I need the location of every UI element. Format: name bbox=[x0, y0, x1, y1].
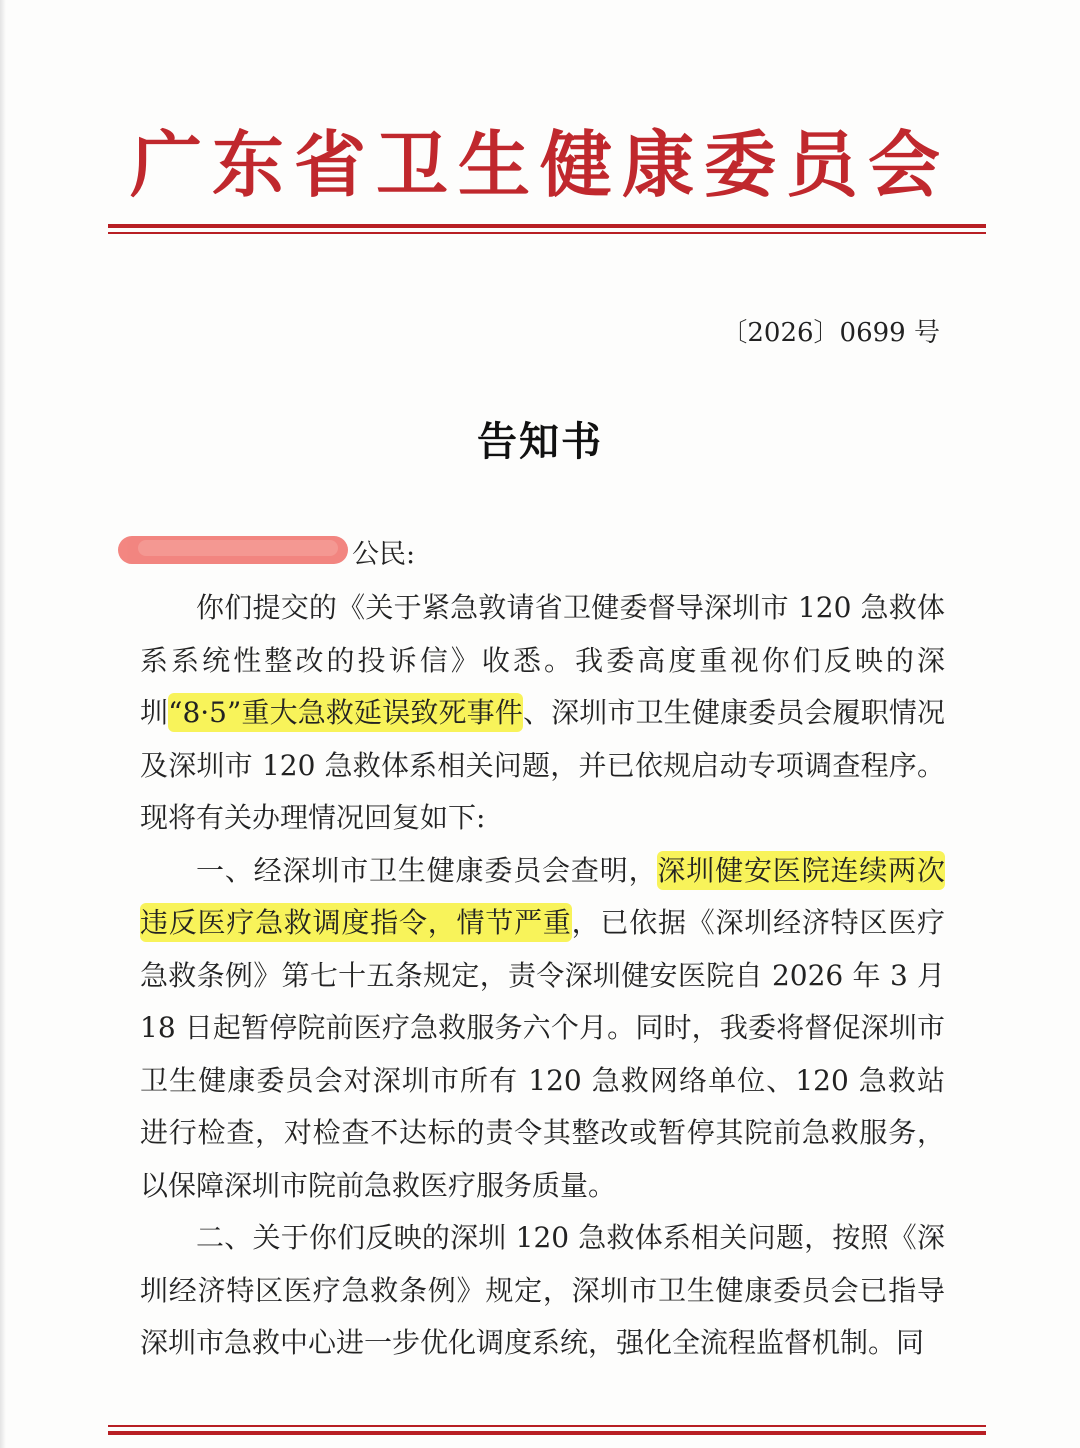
letterhead-red-rule-thick bbox=[108, 224, 986, 228]
highlighted-text: “8·5”重大急救延误致死事件 bbox=[168, 693, 523, 732]
document-title: 告知书 bbox=[477, 418, 603, 465]
letter-body bbox=[140, 582, 945, 1370]
letterhead-org-name: 广东省卫生健康委员会 bbox=[129, 122, 950, 207]
paragraph-item-two bbox=[140, 1212, 945, 1370]
body-text-segment: ，已依据《深圳经济特区医疗急救条例》第七十五条规定，责令深圳健安医院自 2026 年 3 月 18 日起暂停院前医疗急救服务六个月。同时，我委将督促深圳市卫生健康委员会对深圳市所有 120 急救网络单位、120 急救站进行检查，对检查不达标的责令其整改或暂停其院前急救服务，以保障深圳市院前急救医疗服务质量。 bbox=[140, 906, 945, 1202]
footer-red-rule-thick bbox=[108, 1431, 986, 1435]
body-text-segment: 二、关于你们反映的深圳 120 急救体系相关问题，按照《深圳经济特区医疗急救条例》规定，深圳市卫生健康委员会已指导深圳市急救中心进一步优化调度系统，强化全流程监督机制。同 bbox=[140, 1221, 945, 1359]
page-edge-shadow bbox=[0, 0, 6, 1448]
body-text-segment: 、深圳市卫生健康委员会履职情况及深圳市 120 急救体系相关问题，并已依规启动专项调查程序。现将有关办理情况回复如下: bbox=[140, 696, 945, 834]
document-number: 〔2026〕0699 号 bbox=[721, 318, 940, 348]
letterhead-red-rule-thin bbox=[108, 232, 986, 234]
footer-red-rule-thin bbox=[108, 1425, 986, 1427]
highlighted-text: 深圳健安医院连续两次违反医疗急救调度指令，情节严重 bbox=[140, 851, 945, 943]
body-text-segment: 你们提交的《关于紧急敦请省卫健委督导深圳市 120 急救体系系统性整改的投诉信》收悉。我委高度重视你们反映的深圳 bbox=[140, 591, 945, 729]
redacted-recipient-name bbox=[118, 536, 348, 564]
paragraph-intro bbox=[140, 582, 945, 845]
paragraph-item-one bbox=[140, 845, 945, 1213]
salutation: 公民: bbox=[352, 539, 416, 570]
body-text-segment: 一、经深圳市卫生健康委员会查明， bbox=[196, 853, 658, 887]
